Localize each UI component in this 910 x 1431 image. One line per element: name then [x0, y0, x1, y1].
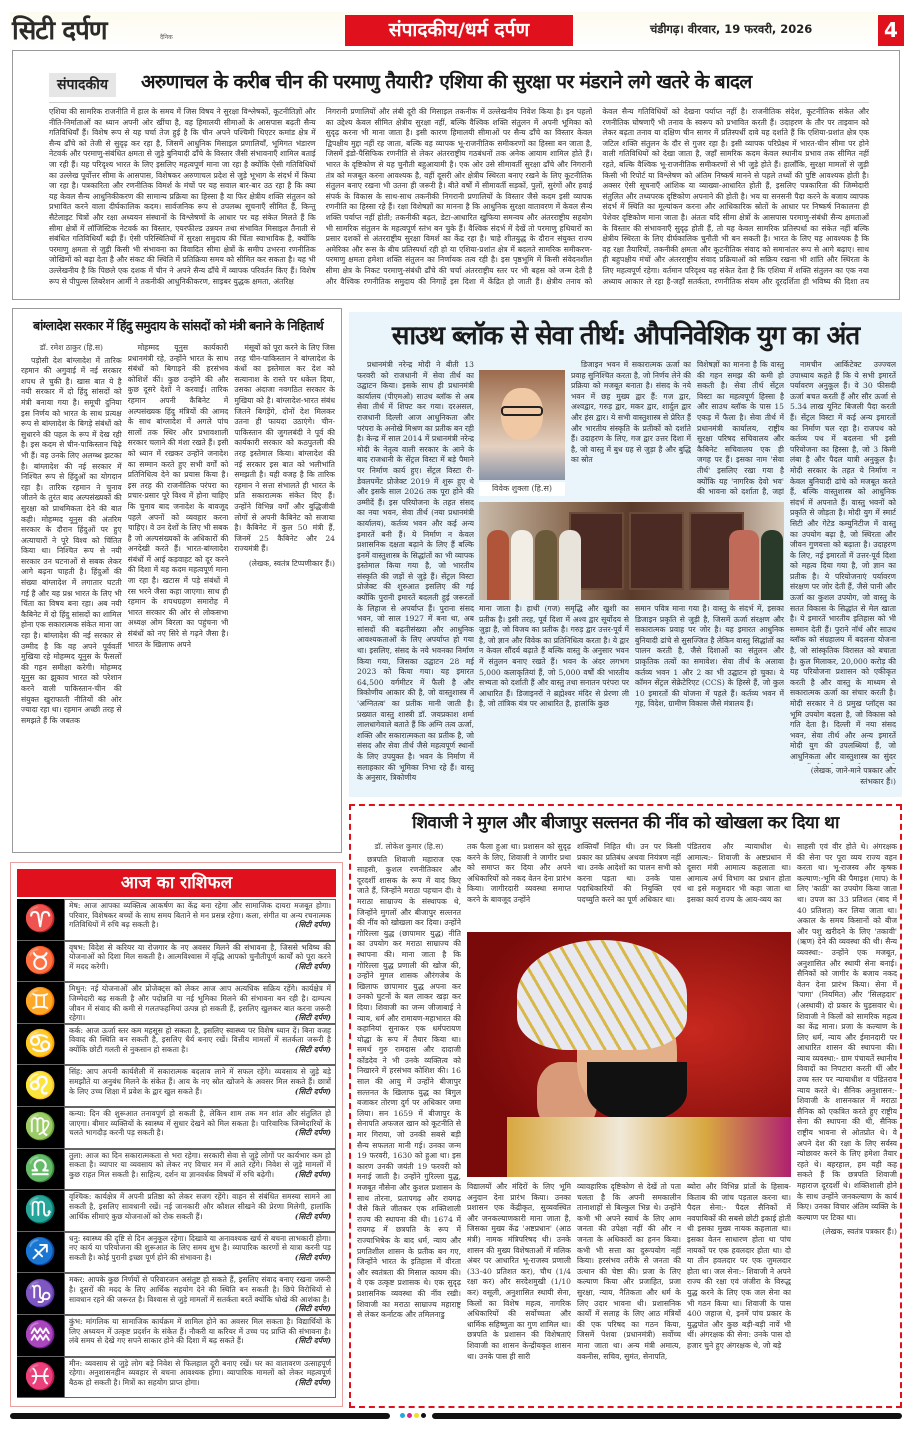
article-text: छत्रपति शिवाजी महाराज एक साहसी, कुशल रणनीतिकार और दूरदर्शी शासक के रूप में याद किए जाते हैं, जिन्होंने मराठा पहचान दी। वे मराठा साम्राज्य के संस्थापक थे, जिन्होंने मुगलों और बीजापुर सल्तनत की नींव को खोखला कर दिया। उन्होंने गोरिल्ला युद्ध (छापामार युद्ध) नीति का उपयोग कर मराठा साम्राज्य की स्थापना की। माना जाता है कि गोरिल्ला युद्ध प्रणाली की खोज की, उन्होंने मुगल शासक औरंगजेब के खिलाफ छापामार युद्ध अपना कर उनको घुटनों के बल लाकर खड़ा कर दिया। शिवाजी का जन्म जीजाबाई ने न्याय, धर्म और रामायण-महाभारत की कहानियां सुनाकर एक धर्मपरायण योद्धा के रूप में तैयार किया था। समर्थ गुरु रामदास और दादाजी कोंडदेव ने भी उनके व्यक्तित्व को निखारने में हरसंभव कोशिश की। 16 साल की आयु में उन्होंने बीजापुर सल्तनत के खिलाफ युद्ध का बिगुल बजाकर तोरणा दुर्ग पर अधिकार जमा लिया। सन 1659 में बीजापुर के सेनापति अफजल खान को कूटनीति से मार गिराया, जो उनकी सबसे बड़ी सैन्य सफलता मानी गई। उनका जन्म 19 फरवरी, 1630 को हुआ था। इस कारण उनकी जयंती 19 फरवरी को मनाई जाती है। उन्होंने गुरिल्ला युद्ध, मजबूत नौसेना और कुशल प्रशासन के साथ तोरना, प्रतापगढ़ और रायगढ़ जैसे किले जीतकर एक शक्तिशाली राज्य की स्थापना की थी। 1674 में रायगढ़ में छत्रपति के रूप में राज्याभिषेक के बाद धर्म, न्याय और प्रगतिशील शासन के प्रतीक बन गए, जिन्होंने भारत के इतिहास में वीरता और स्वतंत्रता की मिसाल कायम की। वे एक उत्कृष्ट प्रशासक थे। एक सुदृढ़ प्रशासनिक व्यवस्था की नींव रखी। शिवाजी का मराठा साम्राज्य महाराष्ट्र से लेकर कर्नाटक और तमिलनाडु: [357, 854, 461, 1320]
person: [559, 530, 581, 600]
article-text: तक फैला हुआ था। प्रशासन को सुदृढ़ करने के लिए, शिवाजी ने जागीर प्रथा को समाप्त कर दिया और अपने अधिकारियों को नकद वेतन देना प्रारंभ किया। जागीरदारी व्यवस्था समाप्त करने के बावजूद उन्होंने: [467, 842, 571, 904]
libra-icon: ♎: [17, 1149, 64, 1190]
capricorn-icon: ♑: [17, 1273, 64, 1314]
south-block-column-1: [357, 360, 474, 792]
horoscope-title: आज का राशिफल: [17, 869, 336, 897]
bangladesh-column-1: [21, 343, 122, 846]
editorial-column-3: केवल सैन्य गतिविधियों को देखना पर्याप्त नहीं है। राजनीतिक संदेश, कूटनीतिक संकेत और रणनीतिक घोषणाएँ भी तनाव के स्वरूप को प्रभावित करती हैं। उदाहरण के तौर पर ताइवान को लेकर बढ़ता तनाव या दक्षिण चीन सागर में प्रतिस्पर्धी दावे यह दर्शाते हैं कि एशिया-प्रशांत क्षेत्र एक जटिल शक्ति संतुलन के दौर से गुजर रहा है। इसी व्यापक परिप्रेक्ष्य में भारत-चीन सीमा पर होने वाली गतिविधियों को देखा जाता है, जहाँ सामरिक कदम केवल स्थानीय प्रभाव तक सीमित नहीं रहते, बल्कि वैश्विक भू-राजनीतिक समीकरणों से भी जुड़े होते हैं। हालाँकि, सुरक्षा मामलों से जुड़ी किसी भी रिपोर्ट या विश्लेषण को अंतिम निष्कर्ष मानने से पहले तथ्यों की पुष्टि आवश्यक होती है। अक्सर ऐसी सूचनाएँ आंशिक या व्याख्या-आधारित होती हैं, इसलिए पत्रकारिता की जिम्मेदारी संतुलित और तथ्यपरक दृष्टिकोण अपनाने की होती है। भय या सनसनी पैदा करने के बजाय व्यापक संदर्भ में स्थिति का मूल्यांकन करना और आधिकारिक स्रोतों के आधार पर निष्कर्ष निकालना ही पेशेवर दृष्टिकोण माना जाता है। अंततः यदि सीमा क्षेत्रों के आसपास परमाणु-संबंधी सैन्य क्षमताओं के विस्तार की संभावनाएँ सुदृढ़ होती हैं, तो यह केवल सामरिक प्रतिस्पर्धा का संकेत नहीं बल्कि क्षेत्रीय स्थिरता के लिए दीर्घकालिक चुनौती भी बन सकती है। भारत के लिए यह आवश्यक है कि वह रक्षा तैयारियों, तकनीकी क्षमता और कूटनीतिक संवाद को समानांतर रूप से आगे बढ़ाए। साथ ही बहुपक्षीय मंचों और अंतरराष्ट्रीय संवाद प्रक्रियाओं को सक्रिय रखना भी शांति और स्थिरता के लिए महत्वपूर्ण रहेगा। वर्तमान परिदृश्य यह संकेत देता है कि एशिया में शक्ति संतुलन का एक नया अध्याय आकार ले रहा है-जहाँ सतर्कता, रणनीतिक संयम और दूरदर्शिता ही भविष्य की दिशा तय: [602, 107, 870, 286]
bangladesh-column-3: [234, 343, 335, 846]
shivaji-column-3-top: [577, 842, 681, 928]
author-note: (लेखक, जाने-माने पत्रकार और स्तंभकार हैं।): [810, 766, 896, 786]
article-text: नामचीन आर्किटेक्ट उज्ज्वल उपाध्याय कहते हैं कि ये सभी इमारतें पर्यावरण अनुकूल हैं। वे 30 फीसदी ऊर्जा बचत करती हैं और सौर ऊर्जा से 5.34 लाख यूनिट बिजली पैदा करती हैं। सेंट्रल विस्टा में कई अन्य इमारतों का निर्माण चल रहा है। राजपथ को कर्तव्य पथ में बदलना भी इसी परियोजना का हिस्सा है, जो 3 किमी लंबा है और पैदल यात्री अनुकूल है। मोदी सरकार के तहत ये निर्माण न केवल बुनियादी ढांचे को मजबूत करते हैं, बल्कि वास्तुशास्त्र को आधुनिक संदर्भ में अपनाते हैं। वास्तु भवनों को प्रकृति से जोड़ता है। मोदी युग में स्मार्ट सिटी और गेटेड कम्युनिटीज में वास्तु का उपयोग बढ़ा है, जो स्थिरता और जीवन गुणवत्ता को बढ़ाता है। उदाहरण के लिए, नई इमारतों में उत्तर-पूर्व दिशा को महत्व दिया गया है, जो ज्ञान का प्रतीक है। ये परियोजनाएं पर्यावरण संरक्षण पर जोर देती हैं, जैसे पानी और ऊर्जा का कुशल उपयोग, जो वास्तु के सतत विकास के सिद्धांत से मेल खाता है। ये इमारतें भारतीय इतिहास को भी सम्मान देती हैं। पुराने नॉर्थ और साउथ ब्लॉक को संग्रहालय में बदलना योजना है, जो सांस्कृतिक विरासत को बचाता है। कुल मिलाकर, 20,000 करोड़ की यह परियोजना प्रशासन को एकीकृत करती है और वास्तु के माध्यम से सकारात्मक ऊर्जा का संचार करती है। मोदी सरकार ने 8 प्रमुख प्लॉट्स का भूमि उपयोग बदला है, जो विकास को गति देता है। दिल्ली में नया संसद भवन, सेवा तीर्थ और अन्य इमारतें मोदी युग की उपलब्धियां हैं, जो आधुनिकता और वास्तुशास्त्र का सुंदर: [790, 360, 896, 761]
horoscope-item: [17, 1107, 336, 1149]
masthead: [10, 12, 902, 48]
aquarius-icon: ♒: [17, 1315, 64, 1356]
article-text: ब्योरा और विभिन्न प्रांतों के हिसाब-किताब की जांच पड़ताल करना था। पैदल सेना:- पैदल सैनिकों में नवपायिकों की सबसे छोटी इकाई होती थी इसका मुख्य नायक कहलाता था। इसका वेतन साधारण होता था पांच नायकों पर एक हवलदार होता था। दो या तीन हवलदार पर एक जुमलदार होता था। जल सेना:- शिवाजी ने अपने राज्य की रक्षा एवं जंजीरा के विरुद्ध युद्ध करने के लिए एक जल सेना का भी गठन किया था। शिवाजी के पास 400 जहाज थे, इनमें पांच प्रकार के युद्धपोत और कुछ बड़ी-बड़ी नावें भी थीं। अंगरक्षक की सेना: उनके पास दो हजार चुने हुए अंगरक्षक थे, जो बड़े: [687, 1182, 791, 1350]
horoscope-text: [64, 1149, 336, 1190]
horoscope-item: [17, 1273, 336, 1315]
dateline: चंडीगढ़। वीरवार, 19 फरवरी, 2026: [650, 22, 813, 36]
black-dot: [421, 1413, 426, 1418]
shivaji-column-5: [797, 842, 897, 1402]
author-note: (लेखक, स्वतंत्र पत्रकार हैं।): [822, 1227, 897, 1237]
editorial-label: संपादकीय: [49, 73, 116, 97]
horoscope-item: [17, 941, 336, 983]
editorial-column-1: एशिया की सामरिक राजनीति में हाल के समय में जिस विषय ने सुरक्षा विश्लेषकों, कूटनीतिज्ञों और नीति-निर्माताओं का ध्यान अपनी ओर खींचा है, वह हिमालयी सीमाओं के आसपास बढ़ती सैन्य गतिविधियाँ हैं। विशेष रूप से यह चर्चा तेज हुई है कि चीन अपने पश्चिमी थिएटर कमांड क्षेत्र में सैन्य ढाँचे को तेजी से सुदृढ़ कर रहा है, जिसमें आधुनिक मिसाइल प्रणालियाँ, भूमिगत भंडारण नेटवर्क और परमाणु-संबंधित क्षमता से जुड़े बुनियादी ढाँचे के विस्तार जैसी संभावनाएँ शामिल बताई जा रही हैं। यह परिदृश्य भारत के लिए इसलिए महत्वपूर्ण माना जा रहा है क्योंकि ऐसी गतिविधियों का उल्लेख पूर्वोत्तर सीमा के आसपास, विशेषकर अरुणाचल प्रदेश से जुड़े भूभाग के संदर्भ में किया जा रहा है। पत्रकारिता और रणनीतिक विमर्श के मंचों पर यह सवाल बार-बार उठ रहा है कि क्या यह केवल सैन्य आधुनिकीकरण की सामान्य प्रक्रिया का हिस्सा है या फिर क्षेत्रीय शक्ति संतुलन को प्रभावित करने वाला दीर्घकालिक कदम। सार्वजनिक रूप से उपलब्ध सूचनाएँ सीमित हैं, किन्तु सैटेलाइट चित्रों और रक्षा अध्ययन संस्थानों के विश्लेषणों के आधार पर यह संकेत मिलते हैं कि सीमा क्षेत्रों में लॉजिस्टिक नेटवर्क का विस्तार, एयरफील्ड उन्नयन तथा संभावित मिसाइल तैनाती से संबंधित गतिविधियाँ बढ़ी हैं। ऐसी परिस्थितियों में सुरक्षा समुदाय की चिंता स्वाभाविक है, क्योंकि परमाणु क्षमता से जुड़ी किसी भी संभावना का विवादित सीमा क्षेत्रों के समीप उभरना रणनीतिक जोखिमों को बढ़ा देता है और संकट की स्थिति में प्रतिक्रिया समय को सीमित कर सकता है। यह भी उल्लेखनीय है कि पिछले एक दशक में चीन ने अपने सैन्य ढाँचे में व्यापक परिवर्तन किए हैं। विशेष रूप से पीपुल्स लिबरेशन आर्मी ने तकनीकी आधुनिकीकरण, साइबर युद्धक क्षमता, अंतरिक्ष: [49, 107, 316, 286]
yellow-dot: [414, 1413, 419, 1418]
south-block-column-4: [790, 360, 896, 764]
horoscope-description: मिथुन: नई योजनाओं और प्रोजेक्ट्स को लेकर आज आप अत्यधिक सक्रिय रहेंगे। कार्यक्षेत्र में जिम्मेदारी बढ़ सकती है और पदोन्नति या नई भूमिका मिलने की संभावना बन रही है। दाम्पत्य जीवन में संवाद की कमी से गलतफहमियां उत्पन्न हो सकती हैं, इसलिए खुलकर बात करना जरूरी रहेगा।: [69, 984, 331, 1023]
article-text: पंडितराव और न्यायाधीश थे। आमात्य:- शिवाजी के अष्टप्रधान में दूसरा मंत्री आमात्य कहलाता था। आमात्य अर्थ विभाग का प्रधान होता था इसे मजुमदार भी कहा जाता था इसका कार्य राज्य के आय-व्यय का: [687, 842, 791, 904]
south-block-headline: साउथ ब्लॉक से सेवा तीर्थ: औपनिवेशिक युग का अंत: [391, 321, 860, 351]
horoscope-item: [17, 1190, 336, 1232]
horoscope-item: [17, 1149, 336, 1191]
horoscope-description: मीन: व्यवसाय से जुड़े लोग बड़े निवेश से फिलहाल दूरी बनाए रखें। घर का वातावरण उत्साहपूर्ण रहेगा। अनुशासनहीन व्यवहार से बचना आवश्यक होगा। व्यापारिक मामलों को लेकर महत्वपूर्ण बैठक हो सकती है। मित्रों का सहयोग प्राप्त होगा।: [69, 1358, 331, 1387]
horoscope-description: कुंभ: मांगलिक या सामाजिक कार्यक्रम में शामिल होने का अवसर मिल सकता है। विद्यार्थियों के लिए अध्ययन में उत्कृष्ट प्रदर्शन के संकेत हैं। नौकरी या करियर में उच्च पद प्राप्ति की संभावना है। लंबे समय से देखे गए सपने साकार होने की दिशा में बढ़ सकते हैं।: [69, 1316, 331, 1346]
horoscope-text: [64, 1190, 336, 1231]
article-text: व्यावहारिक दृष्टिकोण से देखें तो पता चलता है कि अपनी समकालीन तानाशाहों से बिल्कुल भिन्न थे। उन्होंने कभी भी अपने स्वार्थ के लिए आम जनता की उपेक्षा नहीं की और न जनता के अधिकारों का हनन किया। कभी भी सत्ता का दुरूपयोग नहीं किया। हरसंभव तरीके से जनता की उत्थान की चेष्टा की। प्रजा के लिए कल्याण किया और प्रजाहित, प्रजा सुरक्षा, न्याय, नैतिकता और धर्म के लिए उदार भावना थी। प्रशासनिक कार्यों में सलाह के लिए आठ मंत्रियों की एक परिषद का गठन किया, जिसमें पेशवा (प्रधानमंत्री) सर्वोच्च माना जाता था। अन्य मंत्री अमात्य, वकनीस, सचिव, सुमंत, सेनापति,: [577, 1182, 681, 1361]
horoscope-item: [17, 899, 336, 941]
divider: [49, 102, 869, 103]
editorial-column-2: निगरानी प्रणालियों और लंबी दूरी की मिसाइल तकनीक में उल्लेखनीय निवेश किया है। इन पहलों का उद्देश्य केवल सीमित क्षेत्रीय सुरक्षा नहीं, बल्कि वैश्विक शक्ति संतुलन में अपनी भूमिका को सुदृढ़ करना भी माना जाता है। इसी कारण हिमालयी सीमाओं पर सैन्य ढाँचे का विस्तार केवल द्विपक्षीय मुद्दा नहीं रह जाता, बल्कि वह व्यापक भू-राजनीतिक समीकरणों का हिस्सा बन जाता है, जिसमें इंडो-पैसिफिक रणनीति से लेकर अंतरराष्ट्रीय गठबंधनों तक अनेक आयाम शामिल होते हैं। भारत के दृष्टिकोण से यह चुनौती बहुआयामी है। एक ओर उसे सीमावर्ती सुरक्षा ढाँचे और निगरानी तंत्र को मजबूत करना आवश्यक है, वहीं दूसरी ओर क्षेत्रीय स्थिरता बनाए रखने के लिए कूटनीतिक संतुलन बनाए रखना भी उतना ही जरूरी है। बीते वर्षों में सीमावर्ती सड़कों, पुलों, सुरंगों और हवाई संपर्क के विकास के साथ-साथ तकनीकी निगरानी प्रणालियों के विस्तार जैसे कदम इसी व्यापक रणनीति का हिस्सा रहे हैं। रक्षा विशेषज्ञों का मानना है कि आधुनिक सुरक्षा वातावरण में केवल सैन्य शक्ति पर्याप्त नहीं होती; तकनीकी बढ़त, डेटा-आधारित खुफिया समन्वय और अंतरराष्ट्रीय सहयोग भी सामरिक संतुलन के महत्वपूर्ण स्तंभ बन चुके हैं। वैश्विक संदर्भ में देखें तो परमाणु हथियारों का प्रसार दशकों से अंतरराष्ट्रीय सुरक्षा विमर्श का केंद्र रहा है। चाहे शीतयुद्ध के दौरान संयुक्त राज्य अमेरिका और रूस के बीच प्रतिस्पर्धा रही हो या एशिया-प्रशांत क्षेत्र में बदलते सामरिक समीकरण-परमाणु क्षमता हमेशा शक्ति संतुलन का निर्णायक तत्व रही है। इस पृष्ठभूमि में किसी संवेदनशील सीमा क्षेत्र के निकट परमाणु-संबंधी ढाँचे की चर्चा अंतरराष्ट्रीय स्तर पर भी बहस को जन्म देती है और वैश्विक रणनीतिक समुदाय की निगाहें इस दिशा में केंद्रित हो जाती हैं। क्षेत्रीय तनाव को: [325, 107, 593, 286]
horoscope-item: [17, 1024, 336, 1066]
horoscope-source: (सिटी दर्पण): [294, 1211, 331, 1221]
section-tag: संपादकीय/धर्म दर्पण: [345, 15, 573, 46]
bangladesh-article: [12, 308, 342, 853]
horoscope-item: [17, 1065, 336, 1107]
editorial-article: [12, 50, 900, 300]
gemini-icon: ♊: [17, 982, 64, 1023]
author-photo: [479, 370, 565, 480]
article-text: मोहम्मद यूनुस कार्यकारी प्रधानमंत्री रहे, उन्होंने भारत के साथ संबंधों को बिगाड़ने की हरसंभव कोशिशें कीं। कुछ उन्होंने की और कुछ दूसरे देशों ने करवाईं। तारिक रहमान अपनी कैबिनेट में अल्पसंख्यक हिंदु मंत्रियों की आमद के साथ बांग्लादेश में अगले पांच सालों तक स्थिर और प्रभावशाली सरकार चलाने की मंशा रखते हैं। इसी को ध्यान में रखकर उन्होंने जनादेश का सम्मान करते हुए सभी वर्गों को प्रतिनिधित्व देने का प्रयास किया है। इस तरह की राजनीतिक परंपरा का प्रचार-प्रसार पूरे विश्व में होना चाहिए कि चुनाव बाद जनादेश के बावजूद पहले अपनों को व्यवहार करना चाहिए। वे उन देशों के लिए भी सबक है जो अल्पसंख्यकों के अधिकारों की अनदेखी करते हैं। भारत-बांग्लादेश संबंधों में आई कड़वाहट को दूर करने की दिशा में यह कदम महत्वपूर्ण माना जा रहा है। खटास में पड़े संबंधों में रस भरने जैसा कहा जाएगा। साथ ही रहमान के शपथग्रहण समारोह में भारत सरकार की ओर से लोकसभा अध्यक्ष ओम बिरला का पहुंचना भी संबंधों को नए सिरे से गढ़ने जैसा है। भारत के खिलाफ अपने: [127, 343, 229, 649]
person: [511, 530, 533, 600]
horoscope-text: [64, 899, 336, 940]
bangladesh-column-2: [128, 343, 229, 846]
bangladesh-headline: बांग्लादेश सरकार में हिंदु समुदाय के सांसदों को मंत्री बनाने के निहितार्थ: [32, 318, 324, 333]
author-note: (लेखक, स्वतंत्र टिप्पणीकार हैं।): [248, 558, 336, 568]
south-block-column-3: [697, 360, 784, 498]
article-text: समान पवित्र माना गया है। वास्तु के संदर्भ में, इसका डिजाइन प्रकृति से जुड़ी है, जिसमें ऊर्जा संरक्षण और सकारात्मक प्रवाह पर जोर है। यह इमारत आधुनिक बुनियादी ढांचे से सुसज्जित है लेकिन वास्तु सिद्धांतों का पालन करती है, जैसे दिशाओं का संतुलन और प्राकृतिक तत्वों का समावेश। सेवा तीर्थ के अलावा कर्तव्य भवन 1 और 2 का भी उद्घाटन हो चुका। ये कॉमन सेंट्रल सेक्रेटेरिएट (CCS) के हिस्से हैं, जो कुल 10 इमारतों की योजना में पहले हैं। कर्तव्य भवन में गृह, विदेश, ग्रामीण विकास जैसे मंत्रालय हैं।: [635, 604, 784, 709]
horoscope-text: [64, 1357, 336, 1398]
person: [487, 530, 509, 600]
horoscope-source: (सिटी दर्पण): [294, 1045, 331, 1055]
article-text: प्रधानमंत्री नरेन्द्र मोदी ने बीती 13 फरवरी को राजधानी में सेवा तीर्थ का उद्घाटन किया। इसके साथ ही प्रधानमंत्री कार्यालय (पीएमओ) साउथ ब्लॉक से अब सेवा तीर्थ में शिफ्ट कर गया। दरअसल, राजधानी दिल्ली आज आधुनिकता और परंपरा के अनोखे मिश्रण का प्रतीक बन रही है। केन्द्र में साल 2014 में प्रधानमंत्री नरेन्द्र मोदी के नेतृत्व वाली सरकार के आने के बाद राजधानी के सेंट्रल विस्टा में बड़े पैमाने पर निर्माण कार्य हुए। सेंट्रल विस्टा री-डेवलपमेंट प्रोजेक्ट 2019 में शुरू हुए थे और इसके साल 2026 तक पूरा होने की उम्मीदें हैं। इस परियोजना के तहत संसद का नया भवन, सेवा तीर्थ (नया प्रधानमंत्री कार्यालय), कर्तव्य भवन और कई अन्य इमारतें बनी हैं। ये निर्माण न केवल प्रशासनिक दक्षता बढ़ाने के लिए हैं बल्कि इनमें वास्तुशास्त्र के सिद्धांतों का भी व्यापक इस्तेमाल किया गया है, जो भारतीय संस्कृति की जड़ों से जुड़े हैं। सेंट्रल विस्टा प्रोजेक्ट की शुरुआत इसलिए की गई क्योंकि पुरानी इमारतें बदलती हुई जरूरतों के लिहाज से अपर्याप्त हैं। पुराना संसद भवन, जो साल 1927 में बना था, अब सांसदों की बढ़तीसंख्या और आधुनिक आवश्यकताओं के लिए अपर्याप्त हो गया था। इसलिए, संसद के नये भवनका निर्माण किया गया, जिसका उद्घाटन 28 मई 2023 को किया गया। यह इमारत 64,500 वर्गमीटर में फैली है और त्रिकोणीय आकार की है, जो वास्तुशास्त्र में 'अग्नितत्व' का प्रतीक मानी जाती है। प्रख्यात वास्तु शास्त्री डॉ. जयप्रकाश शर्मा लालधागेवाले बताते हैं कि अग्नि तत्व ऊर्जा, शक्ति और सकारात्मकता का प्रतीक है, जो संसद और सेवा तीर्थ जैसे महत्वपूर्ण स्थानों के लिए उपयुक्त है। भवन के निर्माण में सलाहकार की भूमिका निभा रहे हैं। वास्तु के अनुसार, त्रिकोणीय: [357, 360, 474, 783]
portrait-robe: [507, 1117, 791, 1177]
article-text: विशेषज्ञों का मानना है कि वास्तु की गहन समझ की कमी हो सकती है। सेवा तीर्थ सेंट्रल विस्टा का महत्वपूर्ण हिस्सा है और साउथ ब्लॉक के पास 15 एकड़ में फैला है। सेवा तीर्थ में प्रधानमंत्री कार्यालय, राष्ट्रीय सुरक्षा परिषद सचिवालय और कैबिनेट सचिवालय एक ही जगह पर हैं। इसका नाम 'सेवा तीर्थ' इसलिए रखा गया है क्योंकि यह 'नागरिक देवो भव' की भावना को दर्शाता है, जहां: [697, 360, 784, 497]
horoscope-description: वृश्चिक: कार्यक्षेत्र में अपनी प्रतिष्ठा को लेकर सजग रहेंगे। वाहन से संबंधित समस्या सामने आ सकती है, इसलिए सावधानी रखें। नई जानकारी और कौशल सीखने की प्रेरणा मिलेगी, हालांकि आर्थिक सीमाएं कुछ योजनाओं को रोक सकती हैं।: [69, 1192, 331, 1221]
inauguration-photo: [479, 502, 784, 600]
horoscope-text: [64, 1273, 336, 1314]
registration-segment: [432, 1413, 902, 1419]
horoscope-description: मकर: आपके कुछ निर्णयों से परिवारजन असंतुष्ट हो सकते हैं, इसलिए संवाद बनाए रखना जरूरी है। दूसरों की मदद के लिए आर्थिक सहयोग देने की स्थिति बन सकती है। छिपे विरोधियों से सावधान रहने की जरूरत है। विश्वास से जुड़े मामलों में सतर्कता बरतें क्योंकि धोखे की आशंका है।: [69, 1275, 331, 1304]
horoscope-text: [64, 1315, 336, 1356]
horoscope-item: [17, 982, 336, 1024]
registration-segment: [10, 1413, 390, 1419]
south-block-article: [349, 312, 902, 797]
shivaji-column-3-bottom: [577, 1182, 681, 1402]
print-registration-bar: [10, 1413, 902, 1419]
newspaper-logo: सिटी दर्पण: [12, 16, 107, 46]
shivaji-column-4-top: [687, 842, 791, 928]
virgo-icon: ♍: [17, 1107, 64, 1148]
horoscope-text: [64, 1065, 336, 1106]
taurus-icon: ♉: [17, 941, 64, 982]
horoscope-description: सिंह: आप अपनी कार्यशैली में सकारात्मक बदलाव लाने में सफल रहेंगे। व्यवसाय से जुड़े बड़े समझौते या अनुबंध मिलने के संकेत हैं। आय के नए स्रोत खोजने के अवसर मिल सकते हैं। छात्रों के लिए उच्च शिक्षा में प्रवेश के द्वार खुल सकते हैं।: [69, 1067, 331, 1096]
shivaji-portrait: [467, 932, 791, 1177]
byline: डॉ. लोकेश कुमार (हि.स): [374, 842, 444, 851]
horoscope-source: (सिटी दर्पण): [294, 1169, 331, 1179]
pisces-icon: ♓: [17, 1357, 64, 1398]
article-text: विद्यालयों और मंदिरों के लिए भूमि अनुदान देना प्रारंभ किया। उनका प्रशासन एक केंद्रीकृत, सुव्यवस्थित और जनकल्याणकारी माना जाता है, जिसका मुख्य केंद्र 'अष्टप्रधान' (आठ मंत्री) नामक मंत्रिपरिषद थी। उनके शासन की मुख्य विशेषताओं में मलिक अंबर पर आधारित भू-राजस्व प्रणाली (33-40 प्रतिशत कर), चौथ (1/4 रक्षा कर) और सरदेशमुखी (1/10 कर) वसूली, अनुशासित स्थायी सेना, किलों का विशेष महत्व, नागरिक अधिकारियों की सर्वोच्चता और धार्मिक सहिष्णुता का गुण शामिल था। छत्रपति के प्रशासन की विशेषताएं शिवाजी का शासन केन्द्रीयकृत शासन था। उनके पास ही सारी: [467, 1182, 571, 1361]
aries-icon: ♈: [17, 899, 64, 940]
sagittarius-icon: ♐: [17, 1232, 64, 1273]
south-block-column-mid-b: [635, 604, 784, 792]
magenta-dot: [407, 1413, 412, 1418]
article-text: मंसूबों को पूरा करने के लिए जिस तरह चीन-पाकिस्तान ने बांग्लादेश के कंधों का इस्तेमाल कर देश को सत्यानाश के रास्ते पर धकेल दिया, उसका अंदाजा नवगठित सरकार के मुखिया को है। बांग्लादेश-भारत संबंध जितने बिगड़ेंगे, दोनों देश मिलकर उतना ही फायदा उठाएंगे। चीन-पाकिस्तान की जुगलबंदी ने पूर्व की कार्यकारी सरकार को कठपुतली की तरह इस्तेमाल किया। बांग्लादेश की नई सरकार इस बात को भलीभांति समझती है। यही वजह है कि तारिक रहमान ने सत्ता संभालते ही भारत के प्रति सकारात्मक संकेत दिए हैं। उन्होंने विभिन्न वर्गों और बुद्धिजीवी लोगों से अपनी कैबिनेट को सजाया है। कैबिनेट में कुल 50 मंत्री हैं, जिनमें 25 कैबिनेट और 24 राज्यमंत्री हैं।: [234, 343, 336, 554]
article-text: पड़ोसी देश बांग्लादेश में तारिक रहमान की अगुवाई में नई सरकार शपथ ले चुकी है। खास बात ये है नयी सरकार में दो हिंदु सांसदों को मंत्री बनाया गया है। समूची दुनिया इस निर्णय को भारत के साथ प्रत्यक्ष रूप से बांग्लादेश के बिगड़े संबंधों को सुधारने की पहल के रूप में देख रही है। इस कदम से चीन-पाकिस्तान चिढ़े भी हैं। वह उनके लिए अलग्ब्ध झटका है। बांग्लादेश की नई सरकार में निश्चित रूप से हिंदुओं का योगदान रहा है। तारिक रहमान ने चुनाव जीतने के तुरंत बाद अल्पसंख्यकों की सुरक्षा को प्राथमिकता देने की बात कही। मोहम्मद यूनुस की अंतरिम सरकार के दौरान हिंदुओं पर हुए अत्याचारों ने पूरे विश्व को चिंतित किया था। निश्चित रूप से नयी सरकार उन घटनाओं से सबक लेकर आगे बढ़ना चाहती है। हिंदुओं की संख्या बांग्लादेश में लगातार घटती गई है और यह प्रश्न भारत के लिए भी चिंता का विषय बना रहा। अब नयी कैबिनेट में दो हिंदु सांसदों का शामिल होना एक सकारात्मक संकेत माना जा रहा है। बांग्लादेश की नई सरकार से उम्मीद है कि वह अपने पूर्ववर्ती मुखिया रहे मोहम्मद यूनुस के फैसलों की गहन समीक्षा करेगी। मोहम्मद यूनुस का झुकाव भारत को परेशान करने वाली पाकिस्तान-चीन की संयुक्त खुराफाती नीतियों की ओर ज्यादा रहा था। रहमान अच्छी तरह से समझते हैं कि जबतक: [21, 355, 122, 725]
horoscope-text: [64, 941, 336, 982]
horoscope-list: [17, 899, 336, 1398]
shivaji-column-1: [357, 842, 461, 1402]
south-block-column-mid-a: [479, 604, 629, 792]
article-text: शक्तियाँ निहित थी। उन पर किसी प्रकार का प्रतिबंध अथवा नियंत्रण नहीं था। उनके आदेशों का पालन सभी को करना पड़ता था। उनके पास पदाधिकारियों की नियुक्ति एवं पदच्युति करने का पूर्ण अधिकार था।: [577, 842, 681, 904]
author-caption: विवेक शुक्ला (हि.स): [479, 482, 565, 496]
byline: डॉ. रमेश ठाकुर (हि.स): [39, 343, 103, 352]
horoscope-source: (सिटी दर्पण): [294, 1013, 331, 1023]
horoscope-description: कर्क: आज ऊर्जा स्तर कम महसूस हो सकता है, इसलिए स्वास्थ्य पर विशेष ध्यान दें। बिना वजह विवाद की स्थिति बन सकती है, इसलिए धैर्य बनाए रखें। वित्तीय मामलों में सतर्कता जरूरी है क्योंकि छोटी गलती से नुकसान हो सकता है।: [69, 1025, 331, 1055]
south-block-column-2: [571, 360, 691, 498]
horoscope-source: (सिटी दर्पण): [294, 1377, 331, 1387]
portrait-turban: [517, 940, 687, 1050]
horoscope-section: [10, 862, 343, 1407]
shivaji-article: [349, 804, 902, 1408]
horoscope-item: [17, 1315, 336, 1357]
plaque: [629, 512, 684, 590]
horoscope-text: [64, 1107, 336, 1148]
editorial-headline: अरुणाचल के करीब चीन की परमाणु तैयारी? एशिया की सुरक्षा पर मंडराने लगे खतरे के बादल: [141, 71, 752, 93]
horoscope-source: (सिटी दर्पण): [294, 962, 331, 971]
shivaji-column-4-bottom: [687, 1182, 791, 1402]
horoscope-source: (सिटी दर्पण): [294, 1336, 331, 1346]
logo-prefix: दैनिक: [160, 34, 173, 41]
shivaji-headline: शिवाजी ने मुगल और बीजापुर सल्तनत की नींव को खोखला कर दिया था: [412, 813, 839, 833]
cancer-icon: ♋: [17, 1024, 64, 1065]
horoscope-source: (सिटी दर्पण): [294, 1304, 331, 1314]
glasses-icon: [501, 406, 543, 416]
article-text: साहसी एवं वीर होते थे। अंगरक्षक की सेना पर पूरा व्यय राज्य वहन करता था। भू-राजस्व और कृषक कल्याण:-भूमि की पैमाइश (माप) के लिए 'काठी' का उपयोग किया जाता था। उपज का 33 प्रतिशत (बाद में 40 प्रतिशत) कर लिया जाता था। अकाल के समय किसानों को बीज और पशु खरीदने के लिए 'तकावी' (ऋण) देने की व्यवस्था की थी। सैन्य व्यवस्था:- उन्होंने एक मजबूत, अनुशासित और स्थायी सेना बनाई। सैनिकों को जागीर के बजाय नकद वेतन देना प्रारंभ किया। सेना में 'पागा' (नियमित) और 'सिलहदार' (अस्थायी) दो प्रकार के घुड़सवार थे। शिवाजी ने किलों को सामरिक महत्व का केंद्र माना। प्रजा के कल्याण के लिए धर्म, न्याय और ईमानदारी पर आधारित शासन की स्थापना की। न्याय व्यवस्था:- ग्राम पंचायतें स्थानीय विवादों का निपटारा करती थीं और उच्च स्तर पर न्यायाधीश व पंडितराव न्याय करते थे। सैनिक अनुशासन:- शिवाजी के शासनकाल में मराठा सैनिक को एकत्रित करते हुए राष्ट्रीय सेना की स्थापना की थी, सैनिक राष्ट्रीय भावना से ओतप्रोत थे। वे अपने देश की रक्षा के लिए सर्वस्व न्योछावर करने के लिए हमेशा तैयार रहते थे। बहरहाल, हम यही कह सकते हैं कि छत्रपति शिवाजी महाराज दूरदर्शी थे। शक्तिशाली होने के साथ उन्होंने जनकल्याण के कार्य किए। उनका विचार अंतिम व्यक्ति के कल्याण पर टिका था।: [797, 842, 897, 1222]
person: [761, 530, 783, 600]
horoscope-description: मेष: आज आपका व्यक्तित्व आकर्षण का केंद्र बना रहेगा और सामाजिक दायरा मजबूत होगा। परिवार, विशेषकर बच्चों के साथ समय बिताने से मन प्रसन्न रहेगा। कला, संगीत या अन्य रचनात्मक गतिविधियों में रुचि बढ़ सकती है।: [69, 901, 331, 930]
horoscope-source: (सिटी दर्पण): [294, 920, 331, 930]
person: [729, 530, 759, 600]
person: [535, 530, 557, 600]
horoscope-source: (सिटी दर्पण): [294, 1086, 331, 1096]
leo-icon: ♌: [17, 1065, 64, 1106]
page-number: 4: [878, 15, 904, 46]
horoscope-source: (सिटी दर्पण): [294, 1128, 331, 1138]
shivaji-column-2-bottom: [467, 1182, 571, 1402]
portrait-beard: [587, 1062, 687, 1122]
horoscope-description: धनु: स्वास्थ्य की दृष्टि से दिन अनुकूल रहेगा। दिखावे या अनावश्यक खर्च से बचना लाभकारी होगा। नए कार्य या परियोजना की शुरूआत के लिए समय शुभ है। व्यापारिक कारणों से यात्रा करनी पड़ सकती है। कोई पुरानी इच्छा पूर्ण होने की संभावना है।: [69, 1233, 331, 1263]
horoscope-text: [64, 1232, 336, 1273]
horoscope-text: [64, 1024, 336, 1065]
south-block-signature-box: [790, 766, 896, 793]
horoscope-description: वृषभ: विदेश से करियर या रोजगार के नए अवसर मिलने की संभावना है, जिससे भविष्य की योजनाओं को दिशा मिल सकती है। आत्मविश्वास में वृद्धि आपको चुनौतीपूर्ण कार्यों को पूरा करने में मदद करेगी।: [69, 942, 331, 971]
horoscope-source: (सिटी दर्पण): [294, 1253, 331, 1263]
article-text: डिजाइन भवन में सकारात्मक ऊर्जा का प्रवाह सुनिश्चित करता है, जो निर्णय लेने की प्रक्रिया को मजबूत बनाता है। संसद के नये भवन में छह मुख्य द्वार हैं: गज द्वार, अश्वद्वार, गरुड़ द्वार, मकर द्वार, शार्दुल द्वार और हंस द्वार। ये सभी वास्तुशास्त्र से प्रेरित हैं और भारतीय संस्कृति के प्रतीकों को दर्शाते हैं। उदाहरण के लिए, गज द्वार उत्तर दिशा में है, जो वास्तु में बुध ग्रह से जुड़ा है और बुद्धि का स्रोत: [571, 360, 691, 465]
article-text: माना जाता है। हाथी (गज) समृद्धि और खुशी का प्रतीक है। इसी तरह, पूर्व दिशा में अश्व द्वार सूर्योदय से जुड़ा है, जो विजय का प्रतीक है। गरुड़ द्वार उत्तर-पूर्व में है, जो ज्ञान और विवेक का प्रतिनिधित्व करता है। ये द्वार न केवल सौंदर्य बढ़ाते हैं बल्कि वास्तु के अनुसार भवन में संतुलन बनाए रखते हैं। भवन के अंदर लगभग 5,000 कलाकृतियां हैं, जो 5,000 वर्षों की भारतीय सभ्यता को दर्शाती हैं और वास्तु तथा सनातन परंपरा पर आधारित हैं। डिजाइनरों ने ब्रह्मेश्वर मंदिर से प्रेरणा ली है, जो तांत्रिक यंत्र पर आधारित है, हालांकि कुछ: [479, 604, 629, 709]
horoscope-text: [64, 982, 336, 1023]
horoscope-description: तुला: आज का दिन सकारात्मकता से भरा रहेगा। सरकारी सेवा से जुड़े लोगों पर कार्यभार कम हो सकता है। व्यापार या व्यवसाय को लेकर नए विचार मन में आते रहेंगे। निवेश से जुड़े मामलों में कुछ राहत मिल सकती है। साहित्य, दर्शन या ज्ञानवर्धक विषयों में रुचि बढ़ेगी।: [69, 1150, 331, 1179]
cyan-dot: [400, 1413, 405, 1418]
horoscope-description: कन्या: दिन की शुरूआत तनावपूर्ण हो सकती है, लेकिन शाम तक मन शांत और संतुलित हो जाएगा। बीमार व्यक्तियों के स्वास्थ्य में सुधार देखने को मिल सकता है। पारिवारिक जिम्मेदारियों के चलते भागदौड़ करनी पड़ सकती है।: [69, 1108, 331, 1138]
shivaji-column-2-top: [467, 842, 571, 928]
horoscope-item: [17, 1357, 336, 1399]
scorpio-icon: ♏: [17, 1190, 64, 1231]
horoscope-item: [17, 1232, 336, 1274]
